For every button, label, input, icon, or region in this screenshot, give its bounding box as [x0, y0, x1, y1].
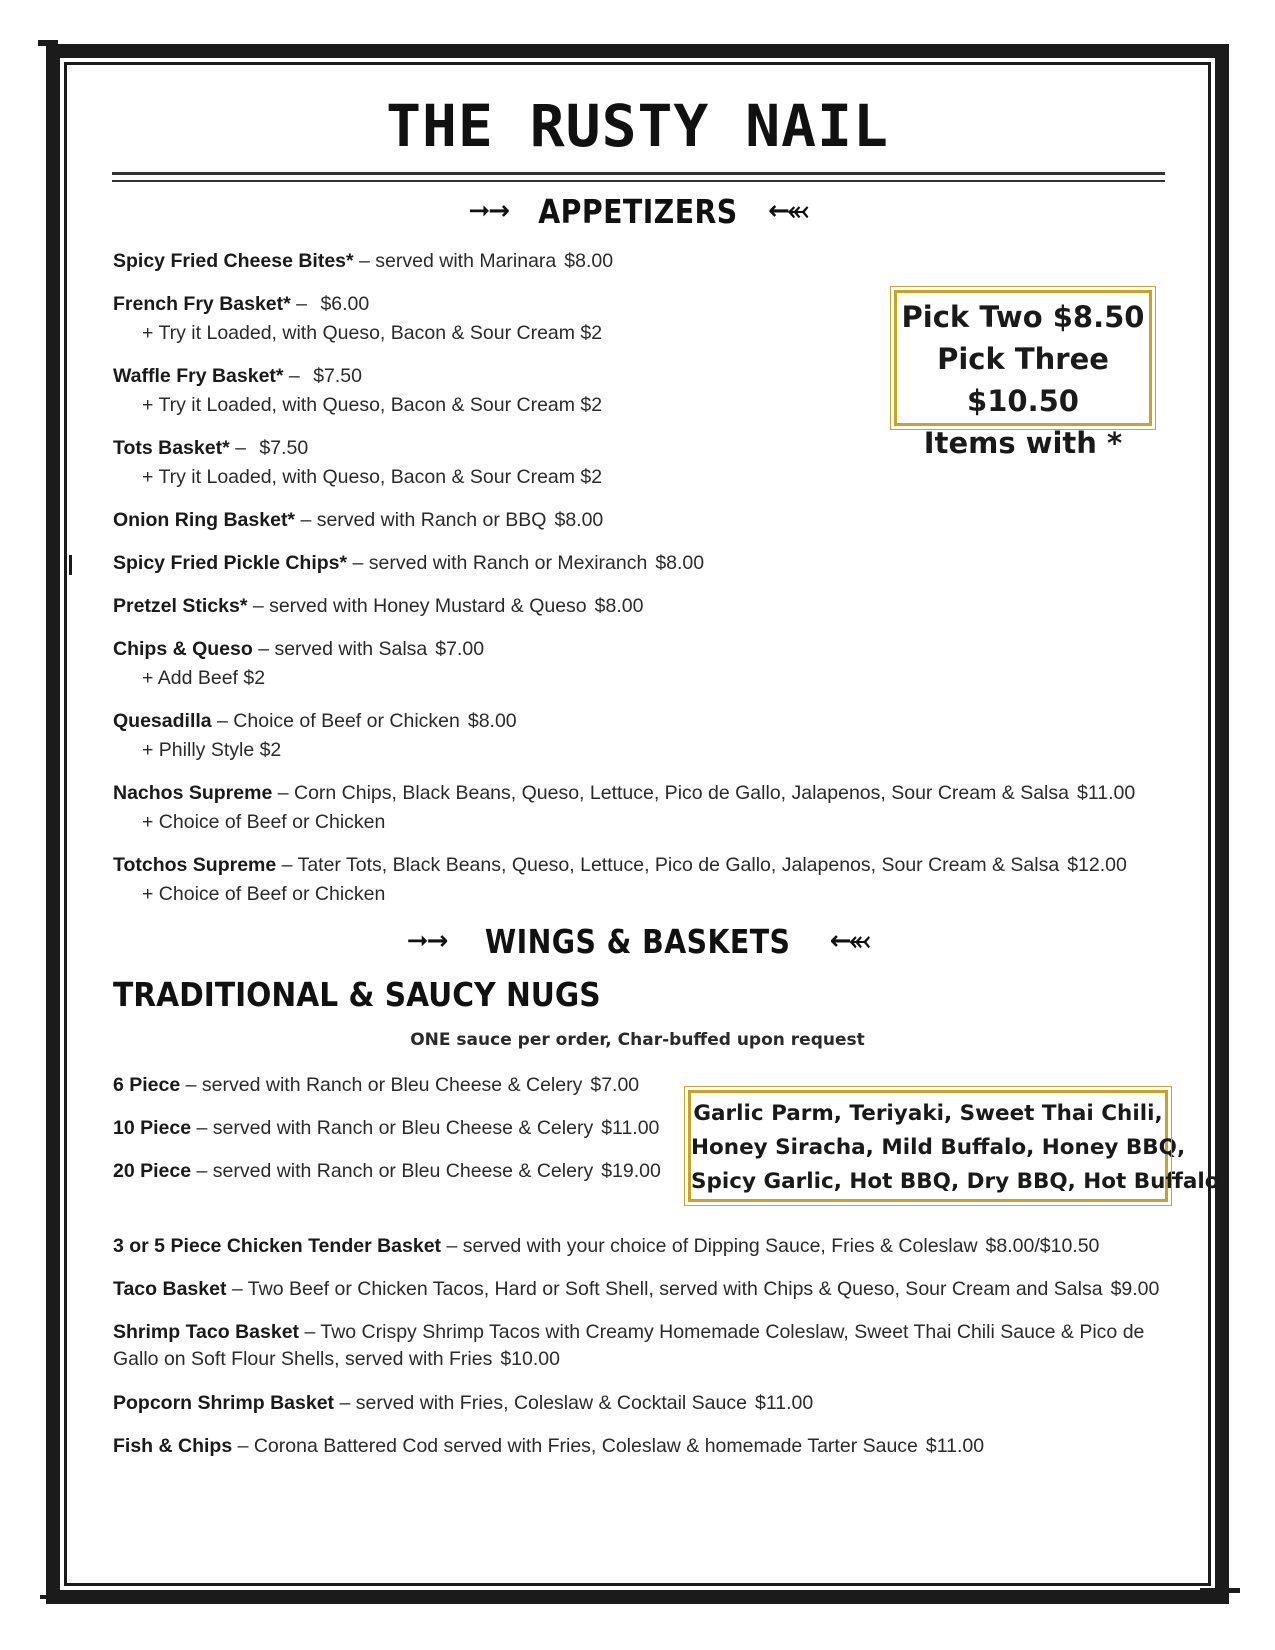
menu-item — [113, 248, 613, 274]
item-name: Shrimp Taco Basket — [113, 1321, 300, 1343]
menu-item — [113, 780, 1135, 806]
item-name: Quesadilla — [113, 710, 212, 732]
frame-brush-mark — [38, 40, 58, 46]
callout-line: Garlic Parm, Teriyaki, Sweet Thai Chili, — [693, 1101, 1163, 1126]
item-description: – — [229, 437, 252, 459]
item-price: $12.00 — [1067, 854, 1127, 876]
menu-item — [113, 435, 308, 461]
menu-item — [113, 507, 603, 533]
item-description: – served with Honey Mustard & Queso — [247, 595, 587, 617]
callout-line: Items with * — [923, 426, 1123, 460]
item-description: – served with Fries, Coleslaw & Cocktail Sauce — [334, 1392, 747, 1414]
wings-baskets-heading — [0, 918, 1275, 964]
menu-item — [113, 1433, 984, 1459]
item-price: $19.00 — [601, 1160, 661, 1182]
item-addon: + Add Beef $2 — [142, 667, 266, 689]
menu-item — [113, 1115, 659, 1141]
item-price: $11.00 — [754, 1392, 814, 1414]
item-description: – served with Salsa — [252, 638, 428, 660]
pick-deal-callout — [894, 290, 1152, 460]
item-name: 6 Piece — [113, 1074, 181, 1096]
menu-item — [113, 708, 517, 734]
item-description: Gallo on Soft Flour Shells, served with Fries — [113, 1348, 493, 1370]
item-name: Chips & Queso — [113, 638, 253, 660]
item-name: 3 or 5 Piece Chicken Tender Basket — [113, 1235, 442, 1257]
item-description: – Choice of Beef or Chicken — [211, 710, 460, 732]
item-addon: + Choice of Beef or Chicken — [142, 883, 386, 905]
item-description: – served with Ranch or Bleu Cheese & Celery — [191, 1117, 594, 1139]
item-price: $7.50 — [259, 437, 309, 459]
item-description: – served with Marinara — [353, 250, 557, 272]
item-price: $8.00/$10.50 — [985, 1235, 1100, 1257]
item-price: $7.50 — [313, 365, 363, 387]
item-price: $8.00 — [467, 710, 517, 732]
item-price: $8.00 — [554, 509, 604, 531]
item-description: – served with Ranch or BBQ — [295, 509, 547, 531]
item-description: – served with your choice of Dipping Sauce, Fries & Coleslaw — [441, 1235, 978, 1257]
item-description: – Corona Battered Cod served with Fries, Coleslaw & homemade Tarter Sauce — [232, 1435, 918, 1457]
item-price: $8.00 — [655, 552, 705, 574]
item-name: Fish & Chips — [113, 1435, 233, 1457]
section-title: APPETIZERS — [538, 191, 738, 231]
arrow-right-icon: ➞→ — [406, 926, 447, 956]
item-name: Tots Basket* — [113, 437, 230, 459]
item-description: – — [283, 365, 306, 387]
menu-item — [113, 363, 362, 389]
menu-item — [113, 852, 1127, 878]
item-name: Totchos Supreme — [113, 854, 277, 876]
item-description: – — [290, 293, 313, 315]
item-name: Waffle Fry Basket* — [113, 365, 284, 387]
section-title: WINGS & BASKETS — [485, 921, 791, 961]
frame-brush-mark — [69, 555, 72, 575]
item-name: Pretzel Sticks* — [113, 595, 248, 617]
item-addon: + Try it Loaded, with Queso, Bacon & Sour Cream $2 — [142, 466, 603, 488]
item-addon: + Try it Loaded, with Queso, Bacon & Sour Cream $2 — [142, 322, 603, 344]
item-description: – Two Crispy Shrimp Tacos with Creamy Homemade Coleslaw, Sweet Thai Chili Sauce & Pico de — [299, 1321, 1145, 1343]
item-price: $6.00 — [320, 293, 370, 315]
item-price: $8.00 — [564, 250, 614, 272]
callout-line: Pick Two $8.50 — [901, 300, 1145, 334]
item-description: – served with Ranch or Mexiranch — [347, 552, 648, 574]
item-price: $11.00 — [1076, 782, 1136, 804]
item-description: – Two Beef or Chicken Tacos, Hard or Soft Shell, served with Chips & Queso, Sour Cream and Salsa — [226, 1278, 1103, 1300]
menu-item — [113, 1158, 661, 1184]
menu-item — [113, 636, 484, 662]
item-price: $9.00 — [1110, 1278, 1160, 1300]
frame-brush-mark — [1200, 1588, 1240, 1593]
menu-item-continued — [113, 1346, 560, 1372]
item-name: Popcorn Shrimp Basket — [113, 1392, 335, 1414]
title-divider-top — [112, 172, 1165, 175]
item-name: Spicy Fried Pickle Chips* — [113, 552, 348, 574]
item-addon: + Philly Style $2 — [142, 739, 282, 761]
nugs-note: ONE sauce per order, Char-buffed upon request — [410, 1030, 865, 1050]
item-price: $11.00 — [601, 1117, 660, 1139]
frame-brush-mark — [40, 1595, 240, 1599]
menu-item — [113, 593, 643, 619]
menu-item — [113, 1233, 1099, 1259]
item-description: – served with Ranch or Bleu Cheese & Celery — [191, 1160, 594, 1182]
menu-item — [113, 1319, 1144, 1345]
item-addon: + Choice of Beef or Chicken — [142, 811, 386, 833]
item-name: 10 Piece — [113, 1117, 192, 1139]
menu-item — [113, 1390, 813, 1416]
appetizers-heading — [0, 188, 1275, 234]
title-divider-bottom — [112, 180, 1165, 182]
callout-line: Pick Three $10.50 — [937, 342, 1109, 418]
item-name: Taco Basket — [113, 1278, 227, 1300]
menu-item — [113, 1276, 1159, 1302]
item-description: – Tater Tots, Black Beans, Queso, Lettuce, Pico de Gallo, Jalapenos, Sour Cream & Salsa — [276, 854, 1060, 876]
callout-line: Spicy Garlic, Hot BBQ, Dry BBQ, Hot Buffalo — [691, 1169, 1220, 1194]
arrow-left-icon: ←⬻ — [829, 925, 869, 956]
arrow-right-icon: ➞→ — [468, 196, 509, 226]
menu-item — [113, 291, 369, 317]
callout-line: Honey Siracha, Mild Buffalo, Honey BBQ, — [691, 1135, 1186, 1160]
item-name: Spicy Fried Cheese Bites* — [113, 250, 354, 272]
item-name: Nachos Supreme — [113, 782, 273, 804]
menu-item — [113, 1072, 639, 1098]
item-addon: + Try it Loaded, with Queso, Bacon & Sour Cream $2 — [142, 394, 603, 416]
item-price: $7.00 — [590, 1074, 640, 1096]
item-price: $7.00 — [435, 638, 485, 660]
sauces-callout — [688, 1090, 1220, 1202]
item-description: – Corn Chips, Black Beans, Queso, Lettuce, Pico de Gallo, Jalapenos, Sour Cream & Salsa — [272, 782, 1069, 804]
item-name: Onion Ring Basket* — [113, 509, 296, 531]
item-name: 20 Piece — [113, 1160, 192, 1182]
item-price: $11.00 — [925, 1435, 985, 1457]
item-name: French Fry Basket* — [113, 293, 291, 315]
restaurant-title: THE RUSTY NAIL — [386, 92, 889, 160]
item-price: $10.00 — [500, 1348, 560, 1370]
menu-item — [113, 550, 704, 576]
item-description: – served with Ranch or Bleu Cheese & Celery — [180, 1074, 583, 1096]
arrow-left-icon: ←⬻ — [767, 195, 807, 226]
item-price: $8.00 — [594, 595, 644, 617]
nugs-heading: TRADITIONAL & SAUCY NUGS — [113, 975, 601, 1014]
